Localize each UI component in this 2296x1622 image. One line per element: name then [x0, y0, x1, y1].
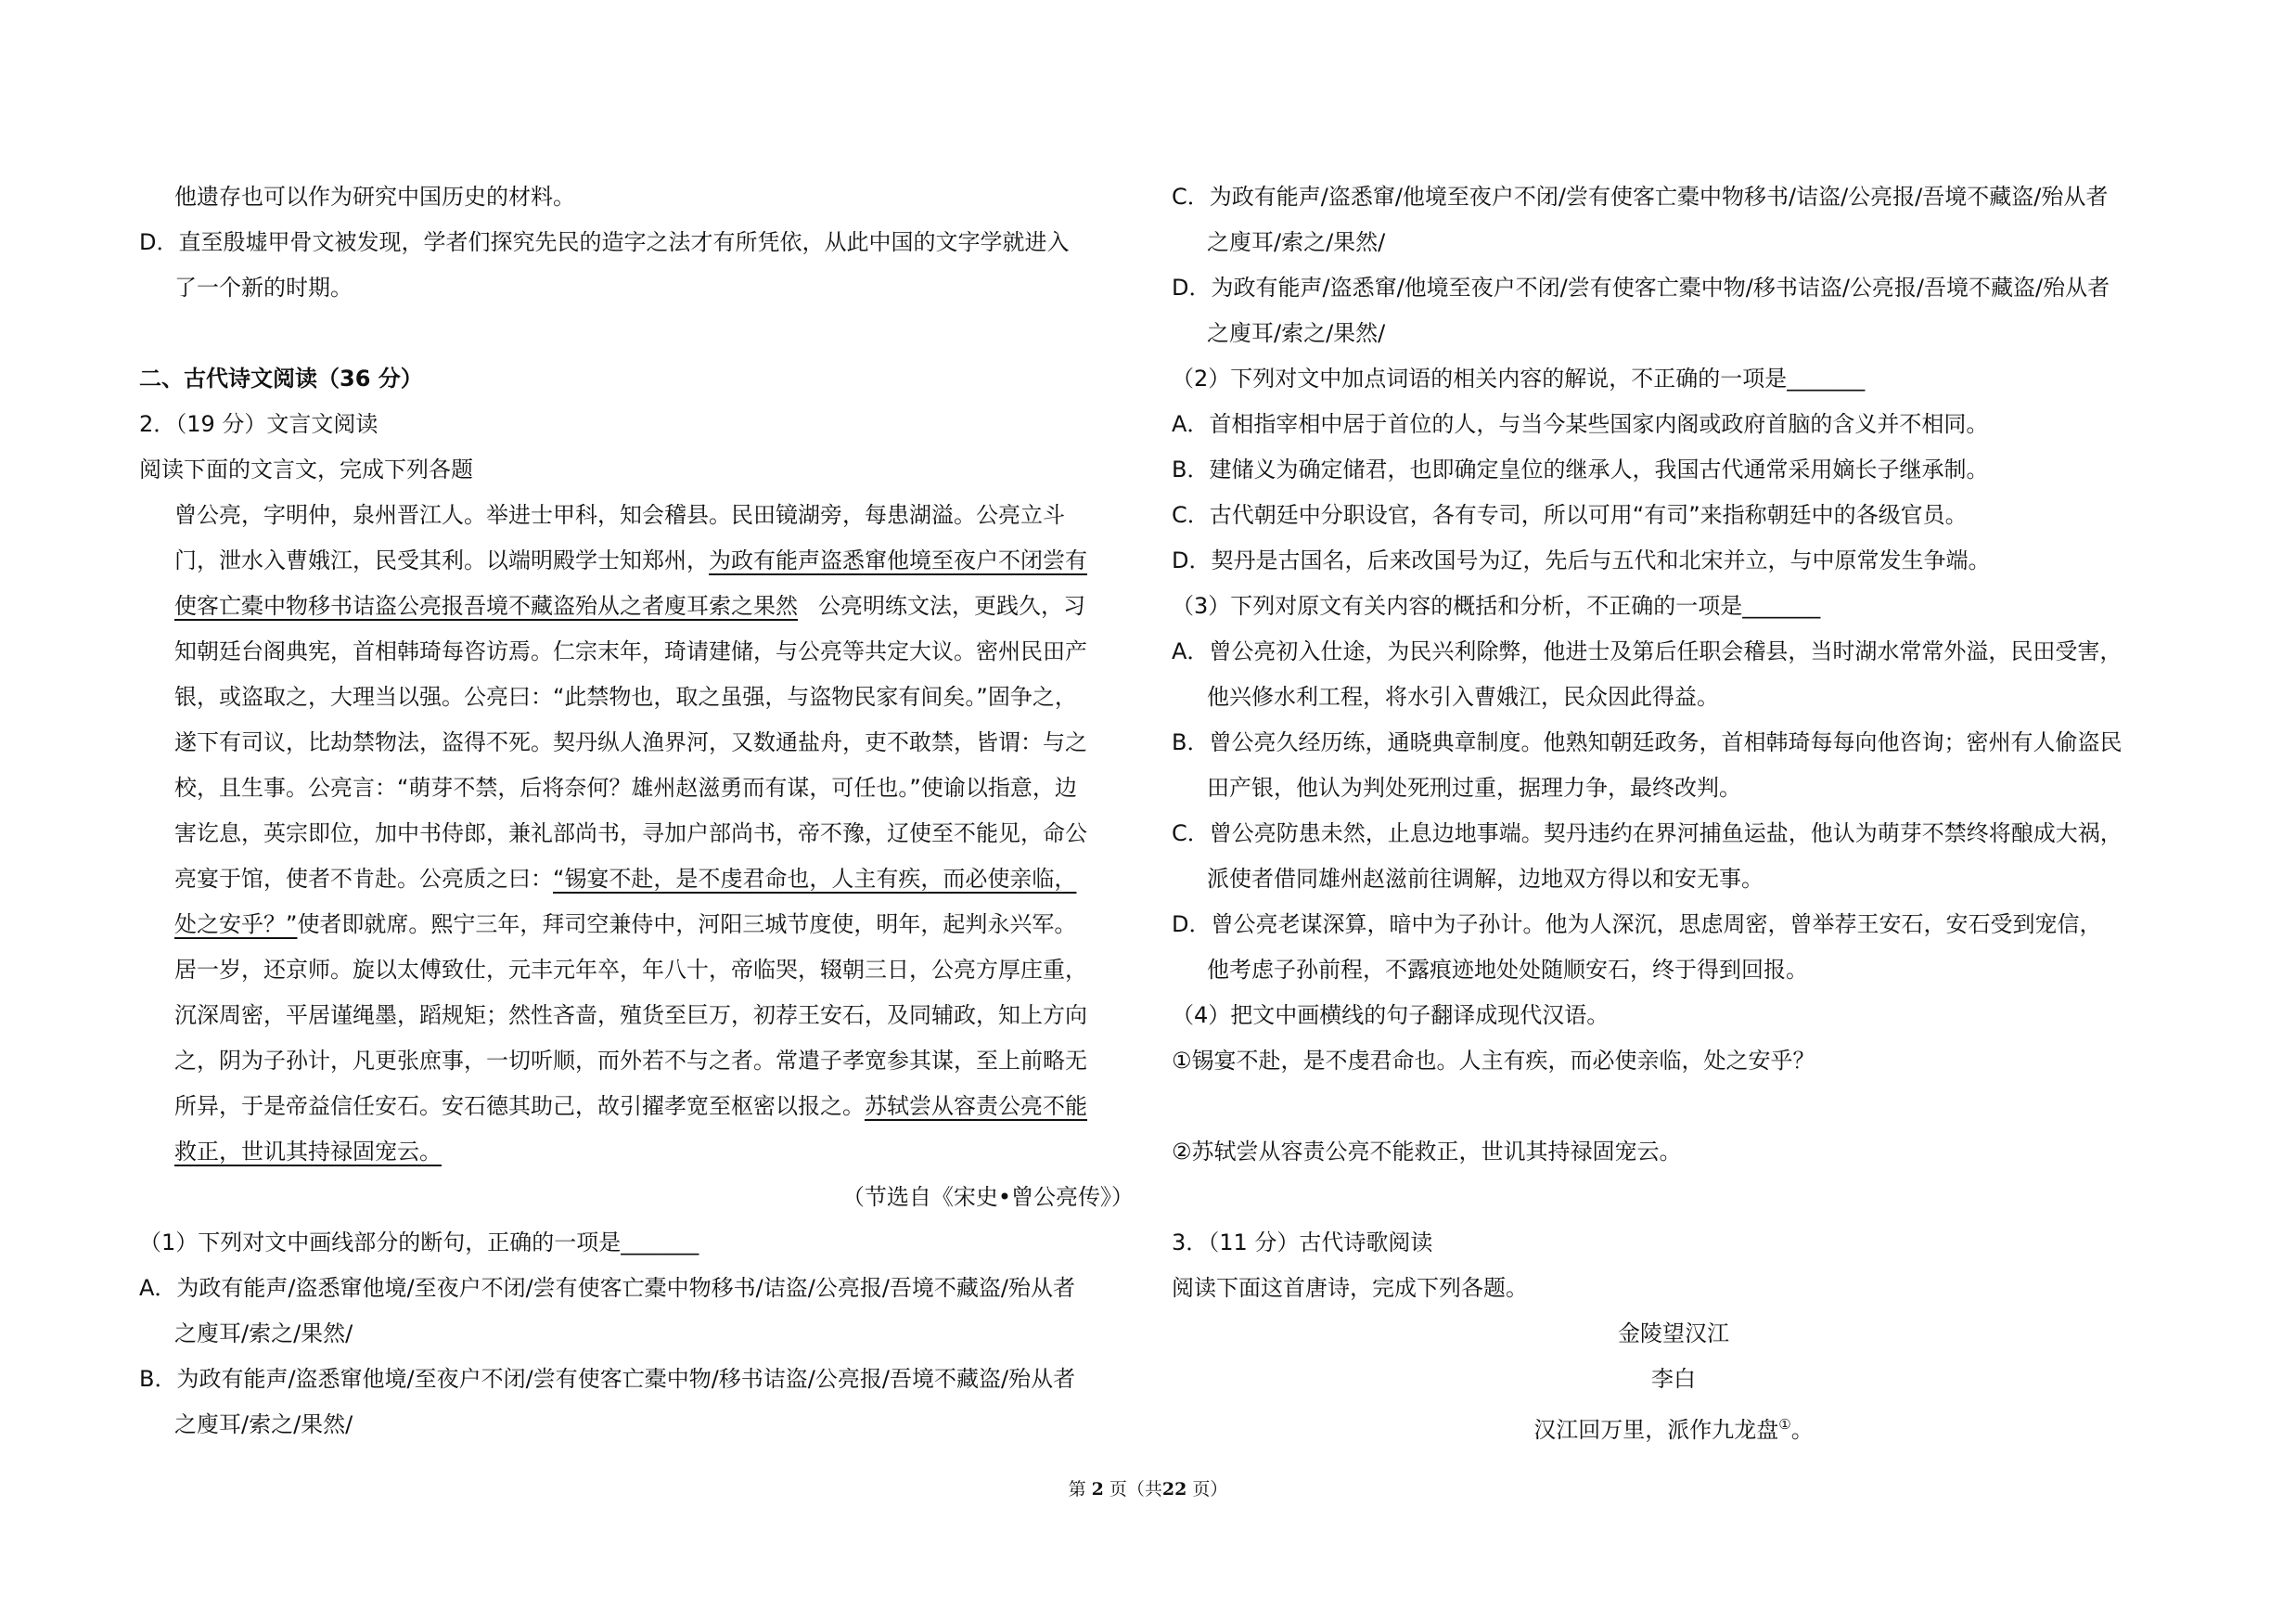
option-b: B．为政有能声/盗悉窜他境/至夜户不闭/尝有使客亡橐中物/移书诘盗/公亮报/吾境不藏盗/殆从者 [139, 1366, 1076, 1392]
text-line: 了一个新的时期。 [174, 275, 353, 301]
underlined-sentence: 救正，世讥其持禄固宠云。 [174, 1139, 442, 1165]
passage-line: 知朝廷台阁典宪，首相韩琦每咨访焉。仁宗末年，琦请建储，与公亮等共定大议。密州民田产 [174, 638, 1087, 664]
option-c: C．为政有能声/盗悉窜/他境至夜户不闭/尝有使客亡橐中物移书/诘盗/公亮报/吾境不藏盗/殆从者 [1172, 184, 2109, 210]
option-d: D．为政有能声/盗悉窜/他境至夜户不闭/尝有使客亡橐中物/移书诘盗/公亮报/吾境不藏盗/殆从者 [1172, 275, 2110, 301]
translate-sentence-2: ②苏轼尝从容责公亮不能救正，世讥其持禄固宠云。 [1172, 1139, 1682, 1165]
passage-line: 沉深周密，平居谨绳墨，蹈规矩；然性吝啬，殖货至巨万，初荐王安石，及同辅政，知上方向 [174, 1002, 1087, 1028]
text-line: 他遗存也可以作为研究中国历史的材料。 [174, 184, 575, 210]
q2-option-c: C．古代朝廷中分职设官，各有专司，所以可用“有司”来指称朝廷中的各级官员。 [1172, 502, 1968, 528]
sub-question-2: （2）下列对文中加点词语的相关内容的解说，不正确的一项是_______ [1172, 366, 1866, 392]
question-3-intro: 阅读下面这首唐诗，完成下列各题。 [1172, 1275, 1528, 1301]
poem-author: 李白 [1651, 1366, 1696, 1392]
passage-text: 亮宴于馆，使者不肯赴。公亮质之曰： [174, 866, 553, 892]
right-column [1172, 174, 2175, 1448]
q3-option-c: C．曾公亮防患未然，止息边地事端。契丹违约在界河捕鱼运盐，他认为萌芽不禁终将酿成大祸， [1172, 820, 2123, 846]
q3-option-a: A．曾公亮初入仕途，为民兴利除弊，他进士及第后任职会稽县，当时湖水常常外溢，民田受害， [1172, 638, 2123, 664]
poem-text: 汉江回万里，派作九龙盘 [1533, 1417, 1779, 1443]
passage-line [139, 856, 1143, 902]
q3-option-b-cont: 田产银，他认为判处死刑过重，据理力争，最终改判。 [1207, 775, 1741, 801]
passage-text: 所异，于是帝益信任安石。安石德其助己，故引擢孝宽至枢密以报之。 [174, 1093, 865, 1119]
underlined-sentence: 苏轼尝从容责公亮不能 [865, 1093, 1087, 1119]
passage-source: （节选自《宋史•曾公亮传》） [841, 1184, 1134, 1210]
passage-line: 银，或盗取之，大理当以强。公亮曰：“此禁物也，取之虽强，与盗物民家有间矣。”固争之， [174, 684, 1077, 710]
q3-option-d: D．曾公亮老谋深算，暗中为子孙计。他为人深沉，思虑周密，曾举荐王安石，安石受到宠信， [1172, 911, 2102, 937]
q3-option-a-cont: 他兴修水利工程，将水引入曹娥江，民众因此得益。 [1207, 684, 1719, 710]
option-d-line: D．直至殷墟甲骨文被发现，学者们探究先民的造字之法才有所凭依，从此中国的文字学就进入 [139, 229, 1070, 255]
left-column [139, 174, 1143, 1448]
q3-option-b: B．曾公亮久经历练，通晓典章制度。他熟知朝廷政务，首相韩琦每每向他咨询；密州有人偷盗民 [1172, 729, 2123, 755]
passage-text: 门，泄水入曹娥江，民受其利。以端明殿学士知郑州， [174, 547, 709, 573]
passage-line [139, 538, 1143, 584]
answer-space [1172, 1175, 2175, 1220]
page-footer [0, 1475, 2296, 1500]
passage-line [139, 1129, 1143, 1175]
passage-line [139, 1084, 1143, 1129]
option-c-cont: 之廋耳/索之/果然/ [1207, 229, 1386, 255]
passage-line: 居一岁，还京师。旋以太傅致仕，元丰元年卒，年八十，帝临哭，辍朝三日，公亮方厚庄重， [174, 957, 1087, 983]
underlined-sentence: 处之安乎？” [174, 911, 298, 937]
section-title: 二、古代诗文阅读（36 分） [139, 366, 423, 392]
page-number: 2 [1091, 1479, 1104, 1500]
sub-question-1: （1）下列对文中画线部分的断句，正确的一项是_______ [139, 1229, 699, 1255]
question-2-intro: 阅读下面的文言文，完成下列各题 [139, 457, 473, 483]
passage-text: 使者即就席。熙宁三年，拜司空兼侍中，河阳三城节度使，明年，起判永兴军。 [297, 911, 1077, 937]
spacer [139, 311, 1143, 356]
passage-line [139, 584, 1143, 629]
q3-option-c-cont: 派使者借同雄州赵滋前往调解，边地双方得以和安无事。 [1207, 866, 1764, 892]
total-pages: 22 [1161, 1479, 1187, 1500]
sub-question-3: （3）下列对原文有关内容的概括和分析，不正确的一项是_______ [1172, 593, 1821, 619]
passage-text: 公亮明练文法，更践久，习 [818, 593, 1085, 619]
q2-option-b: B．建储义为确定储君，也即确定皇位的继承人，我国古代通常采用嫡长子继承制。 [1172, 457, 1989, 483]
underlined-sentence: 使客亡橐中物移书诘盗公亮报吾境不藏盗殆从之者廋耳索之果然 [174, 593, 798, 619]
passage-line: 遂下有司议，比劫禁物法，盗得不死。契丹纵人渔界河，又数通盐舟，吏不敢禁，皆谓：与之 [174, 729, 1087, 755]
footer-text: 第 [1068, 1479, 1086, 1500]
poem-title: 金陵望汉江 [1618, 1320, 1729, 1346]
underlined-sentence: 为政有能声盗悉窜他境至夜户不闭尝有 [709, 547, 1087, 573]
poem-line [1172, 1402, 2175, 1448]
option-a: A．为政有能声/盗悉窜他境/至夜户不闭/尝有使客亡橐中物移书/诘盗/公亮报/吾境不藏盗/殆从者 [139, 1275, 1076, 1301]
passage-line: 害讫息，英宗即位，加中书侍郎，兼礼部尚书，寻加户部尚书，帝不豫，辽使至不能见，命公 [174, 820, 1087, 846]
q3-option-d-cont: 他考虑子孙前程，不露痕迹地处处随顺安石，终于得到回报。 [1207, 957, 1808, 983]
passage-line [139, 902, 1143, 947]
option-a-cont: 之廋耳/索之/果然/ [174, 1320, 353, 1346]
classical-passage [139, 493, 1143, 1220]
question-2-title: 2．（19 分）文言文阅读 [139, 411, 378, 437]
answer-space [1172, 1084, 2175, 1129]
sub-question-4: （4）把文中画横线的句子翻译成现代汉语。 [1172, 1002, 1610, 1028]
question-3-title: 3．（11 分）古代诗歌阅读 [1172, 1229, 1433, 1255]
q2-option-a: A．首相指宰相中居于首位的人，与当今某些国家内阁或政府首脑的含义并不相同。 [1172, 411, 1989, 437]
passage-line: 之，阴为子孙计，凡更张庶事，一切听顺，而外若不与之者。常遣子孝宽参其谋，至上前略无 [174, 1048, 1087, 1074]
q2-option-d: D．契丹是古国名，后来改国号为辽，先后与五代和北宋并立，与中原常发生争端。 [1172, 547, 1991, 573]
option-d-cont: 之廋耳/索之/果然/ [1207, 320, 1386, 346]
passage-line: 曾公亮，字明仲，泉州晋江人。举进士甲科，知会稽县。民田镜湖旁，每患湖溢。公亮立斗 [174, 502, 1065, 528]
option-b-cont: 之廋耳/索之/果然/ [174, 1411, 353, 1437]
translate-sentence-1: ①锡宴不赴，是不虔君命也。人主有疾，而必使亲临，处之安乎？ [1172, 1048, 1815, 1074]
footer-text: 页） [1192, 1479, 1228, 1500]
poem-punctuation: 。 [1790, 1417, 1814, 1443]
footer-text: 页（共 [1109, 1479, 1162, 1500]
footnote-marker: ① [1778, 1416, 1791, 1433]
passage-line: 校，且生事。公亮言：“萌芽不禁，后将奈何？雄州赵滋勇而有谋，可任也。”使谕以指意，边 [174, 775, 1077, 801]
underlined-sentence: “锡宴不赴，是不虔君命也，人主有疾，而必使亲临， [553, 866, 1077, 892]
